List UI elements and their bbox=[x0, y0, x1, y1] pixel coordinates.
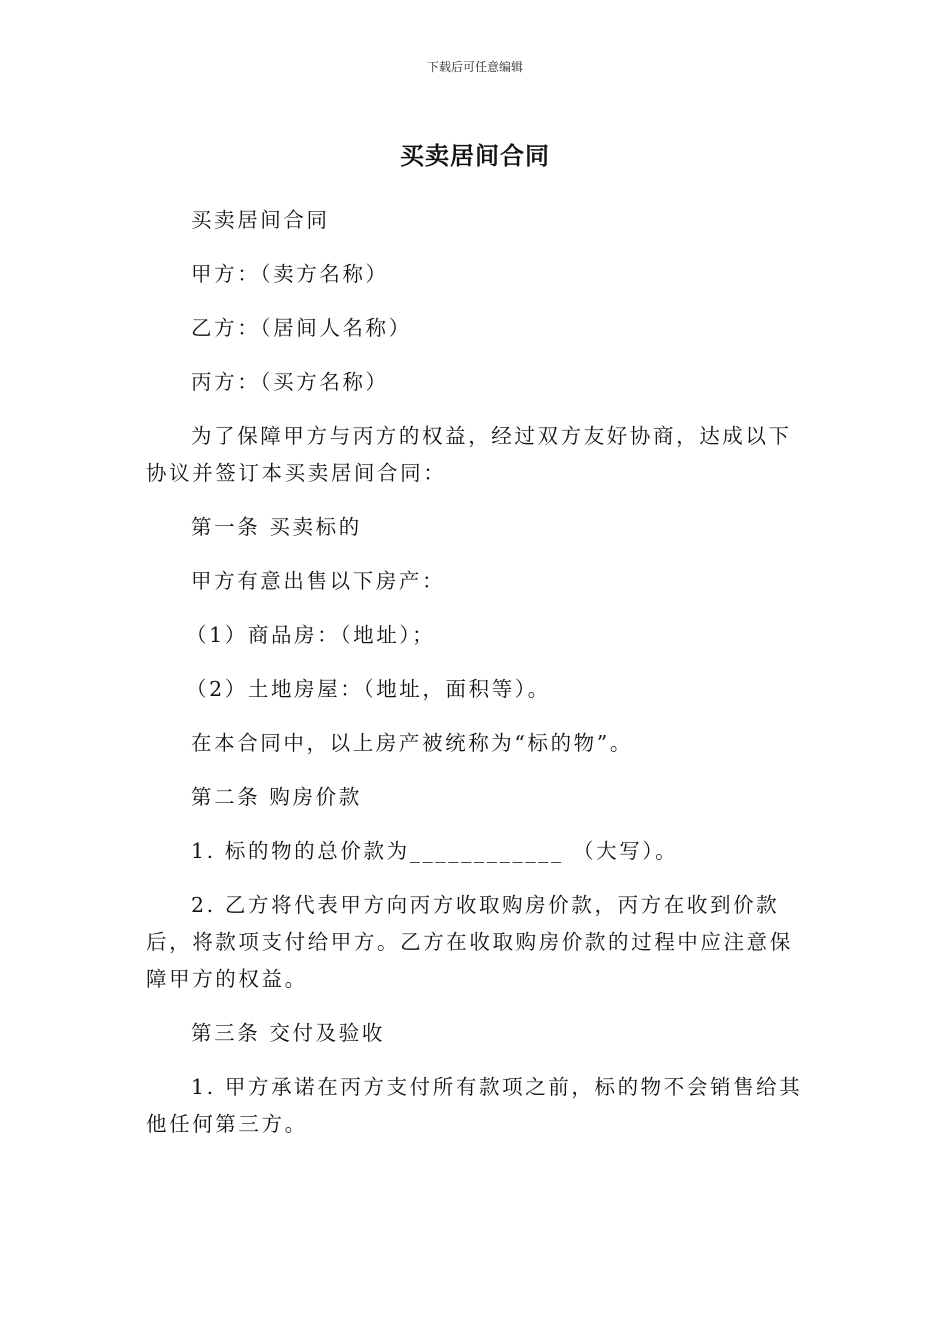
paragraph-party-a: 甲方：（卖方名称） bbox=[191, 262, 389, 286]
paragraph-subject-definition: 在本合同中，以上房产被统称为“标的物”。 bbox=[191, 731, 633, 755]
paragraph-total-price: 1. 标的物的总价款为____________ （大写）。 bbox=[191, 839, 679, 863]
header-note: 下载后可任意编辑 bbox=[426, 60, 523, 74]
paragraph-preamble: 为了保障甲方与丙方的权益，经过双方友好协商，达成以下协议并签订本买卖居间合同： bbox=[146, 424, 792, 485]
paragraph-delivery-commitment: 1. 甲方承诺在丙方支付所有款项之前，标的物不会销售给其他任何第三方。 bbox=[146, 1075, 803, 1136]
paragraph-party-c: 丙方：（买方名称） bbox=[191, 370, 389, 394]
list-item-land-housing: （2）土地房屋：（地址，面积等）。 bbox=[186, 677, 551, 701]
article-1-heading: 第一条 买卖标的 bbox=[191, 515, 362, 539]
document-title: 买卖居间合同 bbox=[400, 142, 550, 170]
paragraph-party-b: 乙方：（居间人名称） bbox=[191, 316, 412, 340]
paragraph-property-intro: 甲方有意出售以下房产： bbox=[191, 569, 446, 593]
article-2-heading: 第二条 购房价款 bbox=[191, 785, 362, 809]
paragraph-payment-collection: 2. 乙方将代表甲方向丙方收取购房价款，丙方在收到价款后，将款项支付给甲方。乙方在收取购房价款的过程中应注意保障甲方的权益。 bbox=[146, 893, 793, 991]
paragraph-contract-name: 买卖居间合同 bbox=[191, 208, 330, 232]
document-body bbox=[146, 202, 808, 1160]
article-3-heading: 第三条 交付及验收 bbox=[191, 1021, 385, 1045]
list-item-commercial-housing: （1）商品房：（地址）； bbox=[186, 623, 436, 647]
